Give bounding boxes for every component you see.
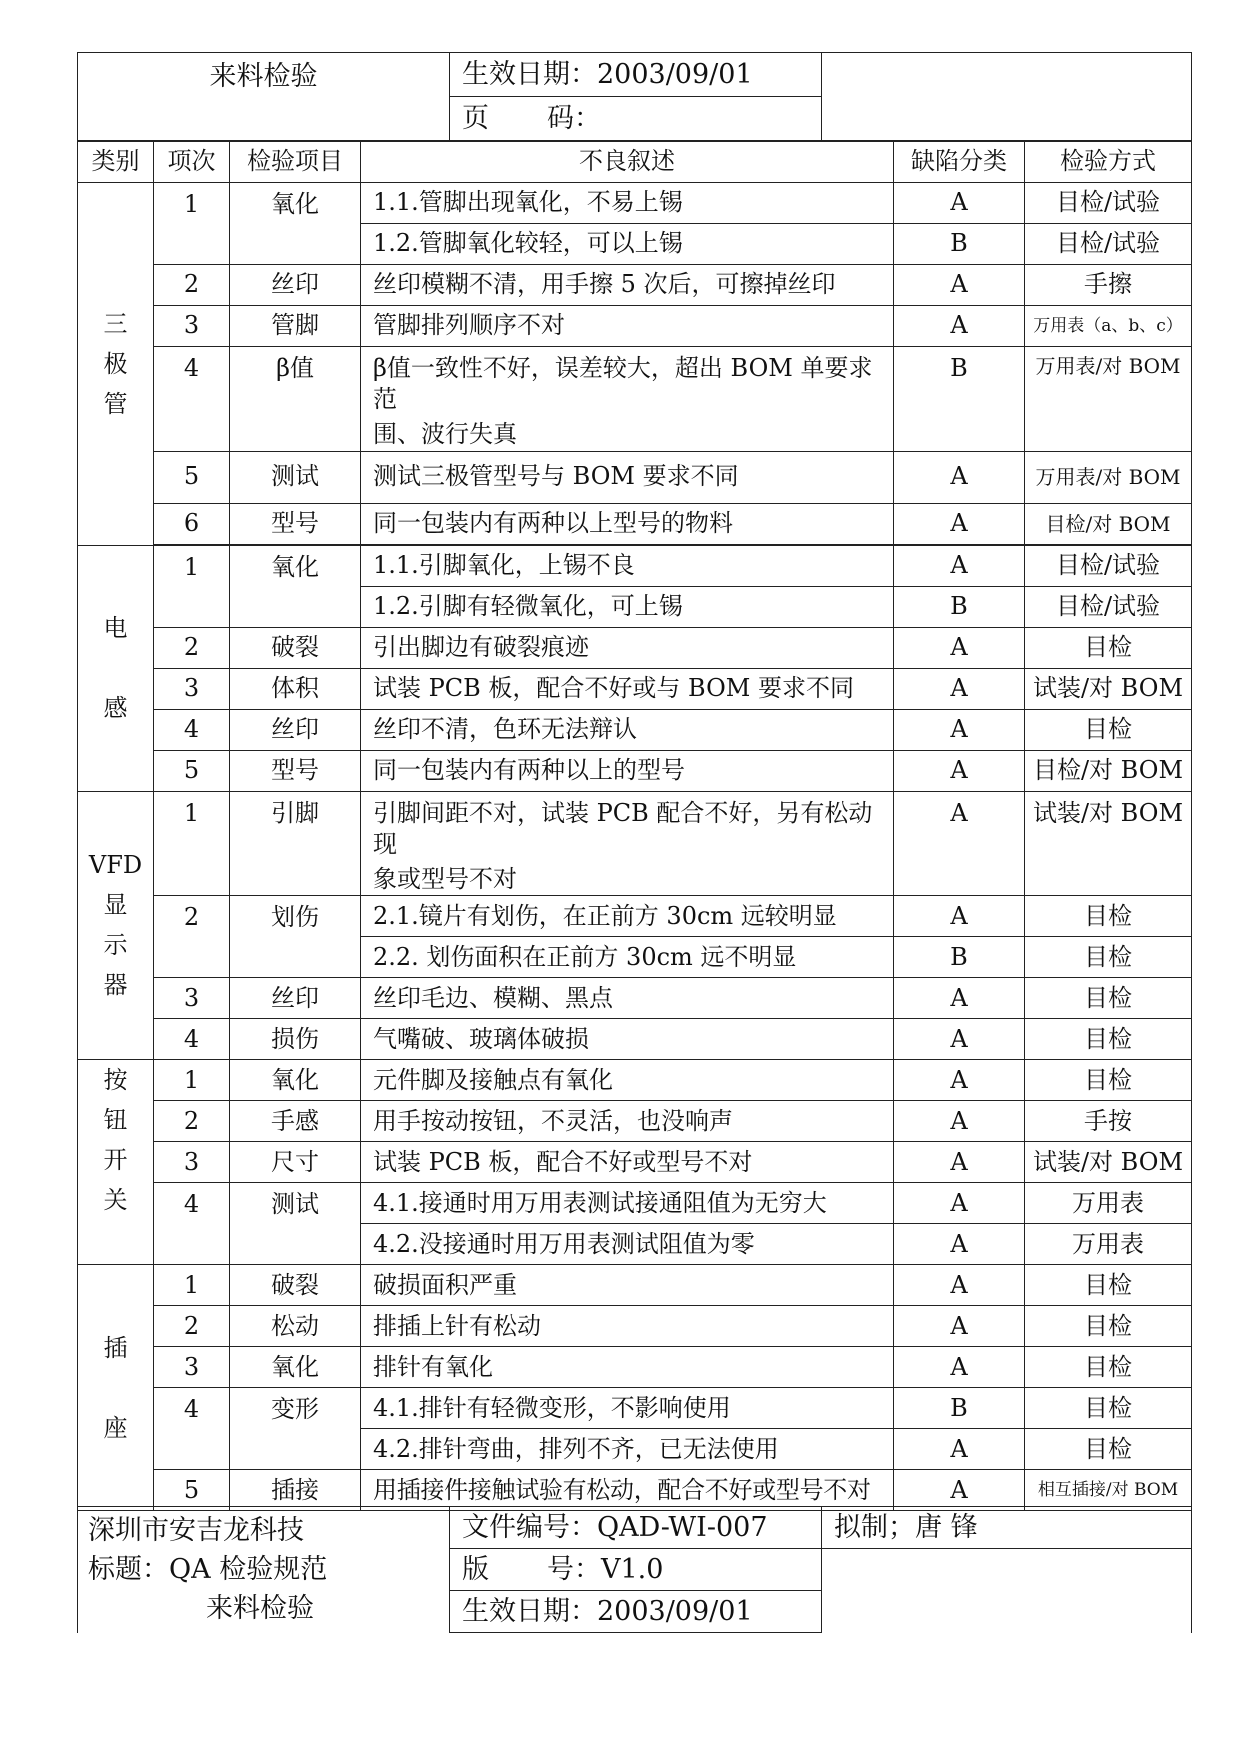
row-item: 氧化 <box>230 1060 361 1101</box>
row-defect-class: B <box>894 586 1025 627</box>
row-item: 氧化 <box>230 545 361 627</box>
row-defect-class: A <box>894 1142 1025 1183</box>
row-no: 3 <box>154 306 230 347</box>
row-method: 目检 <box>1025 627 1192 668</box>
table-row <box>78 503 1192 544</box>
row-description: 管脚排列顺序不对 <box>361 306 894 347</box>
row-item: 丝印 <box>230 978 361 1019</box>
row-no: 4 <box>154 1388 230 1470</box>
row-defect-class: A <box>894 183 1025 224</box>
row-no: 3 <box>154 978 230 1019</box>
category-button-switch: 按 钮 开 关 <box>78 1060 154 1265</box>
row-item: 型号 <box>230 503 361 544</box>
row-item: 引脚 <box>230 791 361 896</box>
row-no: 4 <box>154 1019 230 1060</box>
row-description: 1.1.管脚出现氧化，不易上锡 <box>361 183 894 224</box>
table-row <box>78 347 1192 452</box>
row-description: 引脚间距不对，试装 PCB 配合不好，另有松动现 象或型号不对 <box>361 791 894 896</box>
row-no: 2 <box>154 1101 230 1142</box>
row-no: 5 <box>154 451 230 503</box>
table-row <box>78 896 1192 937</box>
row-item: 破裂 <box>230 1265 361 1306</box>
row-method: 万用表/对 BOM <box>1025 451 1192 503</box>
category-transistor: 三 极 管 <box>78 183 154 546</box>
row-defect-class: A <box>894 1101 1025 1142</box>
category-inductor: 电 感 <box>78 545 154 791</box>
row-method: 目检/试验 <box>1025 545 1192 586</box>
row-description: 用手按动按钮，不灵活，也没响声 <box>361 1101 894 1142</box>
row-method: 万用表 <box>1025 1183 1192 1224</box>
row-description: 1.1.引脚氧化，上锡不良 <box>361 545 894 586</box>
row-description: 同一包装内有两种以上的型号 <box>361 750 894 791</box>
table-row <box>78 1060 1192 1101</box>
footer-version: 版 号：V1.0 <box>450 1549 822 1591</box>
row-method: 万用表/对 BOM <box>1025 347 1192 452</box>
row-no: 3 <box>154 1142 230 1183</box>
table-row <box>78 451 1192 503</box>
row-no: 1 <box>154 183 230 265</box>
row-item: β值 <box>230 347 361 452</box>
row-defect-class: B <box>894 937 1025 978</box>
row-no: 2 <box>154 627 230 668</box>
row-description: 丝印模糊不清，用手擦 5 次后，可擦掉丝印 <box>361 265 894 306</box>
row-item: 管脚 <box>230 306 361 347</box>
company-name: 深圳市安吉龙科技 <box>88 1515 304 1546</box>
row-method: 目检/对 BOM <box>1025 750 1192 791</box>
row-description: 4.1.排针有轻微变形，不影响使用 <box>361 1388 894 1429</box>
row-no: 4 <box>154 347 230 452</box>
row-method: 目检 <box>1025 1265 1192 1306</box>
row-item: 破裂 <box>230 627 361 668</box>
col-header-description: 不良叙述 <box>361 142 894 183</box>
footer-blank-cell <box>822 1549 1192 1633</box>
table-row <box>78 1183 1192 1224</box>
footer-drafter: 拟制；唐 锋 <box>822 1507 1192 1549</box>
row-no: 3 <box>154 1347 230 1388</box>
table-row <box>78 1019 1192 1060</box>
table-row <box>78 545 1192 586</box>
row-item: 氧化 <box>230 183 361 265</box>
row-description: 引出脚边有破裂痕迹 <box>361 627 894 668</box>
footer-doc-number: 文件编号：QAD-WI-007 <box>450 1507 822 1549</box>
row-description: 同一包装内有两种以上型号的物料 <box>361 503 894 544</box>
table-row <box>78 627 1192 668</box>
header-blank-cell <box>822 53 1192 141</box>
row-description: 气嘴破、玻璃体破损 <box>361 1019 894 1060</box>
row-description: 4.2.没接通时用万用表测试阻值为零 <box>361 1224 894 1265</box>
row-item: 测试 <box>230 1183 361 1265</box>
table-row <box>78 709 1192 750</box>
row-no: 3 <box>154 668 230 709</box>
row-description: 破损面积严重 <box>361 1265 894 1306</box>
table-row <box>78 306 1192 347</box>
row-method: 目检 <box>1025 1388 1192 1429</box>
doc-title: 来料检验 <box>78 53 450 141</box>
row-method: 目检/试验 <box>1025 183 1192 224</box>
row-no: 5 <box>154 750 230 791</box>
row-defect-class: A <box>894 1019 1025 1060</box>
row-method: 相互插接/对 BOM <box>1025 1470 1192 1511</box>
row-no: 5 <box>154 1470 230 1511</box>
row-no: 1 <box>154 545 230 627</box>
row-description: 元件脚及接触点有氧化 <box>361 1060 894 1101</box>
table-row <box>78 978 1192 1019</box>
row-no: 4 <box>154 1183 230 1265</box>
row-item: 损伤 <box>230 1019 361 1060</box>
row-method: 手擦 <box>1025 265 1192 306</box>
row-item: 插接 <box>230 1470 361 1511</box>
row-method: 目检 <box>1025 937 1192 978</box>
row-description: 测试三极管型号与 BOM 要求不同 <box>361 451 894 503</box>
row-defect-class: A <box>894 1306 1025 1347</box>
row-defect-class: A <box>894 306 1025 347</box>
row-method: 万用表 <box>1025 1224 1192 1265</box>
row-method: 试装/对 BOM <box>1025 791 1192 896</box>
row-method: 目检 <box>1025 1060 1192 1101</box>
table-row <box>78 1306 1192 1347</box>
row-method: 试装/对 BOM <box>1025 668 1192 709</box>
row-description: 排针有氧化 <box>361 1347 894 1388</box>
col-header-category: 类别 <box>78 142 154 183</box>
row-description: 2.2. 划伤面积在正前方 30cm 远不明显 <box>361 937 894 978</box>
row-item: 丝印 <box>230 709 361 750</box>
column-header-row <box>78 142 1192 183</box>
header-page-number: 页 码： <box>450 97 822 141</box>
row-defect-class: B <box>894 347 1025 452</box>
row-no: 1 <box>154 1265 230 1306</box>
row-defect-class: B <box>894 224 1025 265</box>
row-defect-class: A <box>894 668 1025 709</box>
category-socket: 插 座 <box>78 1265 154 1511</box>
row-method: 目检 <box>1025 709 1192 750</box>
doc-title-sub: 来料检验 <box>206 1593 314 1625</box>
col-header-item: 检验项目 <box>230 142 361 183</box>
table-row <box>78 1142 1192 1183</box>
table-row <box>78 668 1192 709</box>
col-header-no: 项次 <box>154 142 230 183</box>
row-description: 排插上针有松动 <box>361 1306 894 1347</box>
header-table <box>77 52 1192 141</box>
row-item: 尺寸 <box>230 1142 361 1183</box>
table-row <box>78 791 1192 896</box>
col-header-method: 检验方式 <box>1025 142 1192 183</box>
row-item: 划伤 <box>230 896 361 978</box>
row-method: 目检 <box>1025 1347 1192 1388</box>
row-defect-class: A <box>894 627 1025 668</box>
row-description: 1.2.管脚氧化较轻，可以上锡 <box>361 224 894 265</box>
row-description: 试装 PCB 板，配合不好或与 BOM 要求不同 <box>361 668 894 709</box>
row-description: 丝印不清，色环无法辩认 <box>361 709 894 750</box>
footer-effective-date: 生效日期：2003/09/01 <box>450 1591 822 1633</box>
row-item: 氧化 <box>230 1347 361 1388</box>
row-method: 目检 <box>1025 1306 1192 1347</box>
row-item: 手感 <box>230 1101 361 1142</box>
doc-title-line: 标题：QA 检验规范 <box>88 1554 328 1586</box>
table-row <box>78 1388 1192 1429</box>
col-header-defect-class: 缺陷分类 <box>894 142 1025 183</box>
inspection-table <box>77 141 1192 1511</box>
table-row <box>78 265 1192 306</box>
row-description: 2.1.镜片有划伤，在正前方 30cm 远较明显 <box>361 896 894 937</box>
row-defect-class: A <box>894 1224 1025 1265</box>
row-item: 变形 <box>230 1388 361 1470</box>
row-no: 2 <box>154 896 230 978</box>
row-defect-class: A <box>894 1470 1025 1511</box>
row-defect-class: A <box>894 545 1025 586</box>
row-method: 万用表（a、b、c） <box>1025 306 1192 347</box>
row-method: 目检/试验 <box>1025 586 1192 627</box>
row-method: 目检 <box>1025 1019 1192 1060</box>
row-defect-class: A <box>894 709 1025 750</box>
row-description: 1.2.引脚有轻微氧化，可上锡 <box>361 586 894 627</box>
row-defect-class: A <box>894 896 1025 937</box>
row-no: 6 <box>154 503 230 544</box>
row-no: 4 <box>154 709 230 750</box>
row-description: β值一致性不好，误差较大，超出 BOM 单要求范 围、波行失真 <box>361 347 894 452</box>
row-description: 用插接件接触试验有松动，配合不好或型号不对 <box>361 1470 894 1511</box>
table-row <box>78 750 1192 791</box>
row-defect-class: A <box>894 978 1025 1019</box>
row-item: 丝印 <box>230 265 361 306</box>
row-method: 目检 <box>1025 1429 1192 1470</box>
row-defect-class: A <box>894 451 1025 503</box>
row-defect-class: A <box>894 1347 1025 1388</box>
row-defect-class: A <box>894 265 1025 306</box>
row-method: 目检 <box>1025 978 1192 1019</box>
row-defect-class: A <box>894 1060 1025 1101</box>
row-description: 丝印毛边、模糊、黑点 <box>361 978 894 1019</box>
footer-company-block <box>78 1507 450 1633</box>
table-row <box>78 1265 1192 1306</box>
row-defect-class: A <box>894 791 1025 896</box>
row-defect-class: A <box>894 1429 1025 1470</box>
row-defect-class: A <box>894 1183 1025 1224</box>
table-row <box>78 1347 1192 1388</box>
row-no: 2 <box>154 265 230 306</box>
row-defect-class: A <box>894 750 1025 791</box>
table-row <box>78 1470 1192 1511</box>
footer-table <box>77 1506 1192 1633</box>
header-effective-date: 生效日期：2003/09/01 <box>450 53 822 97</box>
row-method: 目检/对 BOM <box>1025 503 1192 544</box>
row-defect-class: A <box>894 1265 1025 1306</box>
row-no: 2 <box>154 1306 230 1347</box>
row-item: 松动 <box>230 1306 361 1347</box>
row-description: 试装 PCB 板，配合不好或型号不对 <box>361 1142 894 1183</box>
row-item: 体积 <box>230 668 361 709</box>
row-no: 1 <box>154 1060 230 1101</box>
row-description: 4.1.接通时用万用表测试接通阻值为无穷大 <box>361 1183 894 1224</box>
row-method: 目检 <box>1025 896 1192 937</box>
row-method: 试装/对 BOM <box>1025 1142 1192 1183</box>
row-item: 测试 <box>230 451 361 503</box>
table-row <box>78 1101 1192 1142</box>
category-vfd-display: VFD 显 示 器 <box>78 791 154 1060</box>
row-method: 目检/试验 <box>1025 224 1192 265</box>
row-item: 型号 <box>230 750 361 791</box>
row-defect-class: B <box>894 1388 1025 1429</box>
row-no: 1 <box>154 791 230 896</box>
row-defect-class: A <box>894 503 1025 544</box>
row-description: 4.2.排针弯曲，排列不齐，已无法使用 <box>361 1429 894 1470</box>
table-row <box>78 183 1192 224</box>
row-method: 手按 <box>1025 1101 1192 1142</box>
